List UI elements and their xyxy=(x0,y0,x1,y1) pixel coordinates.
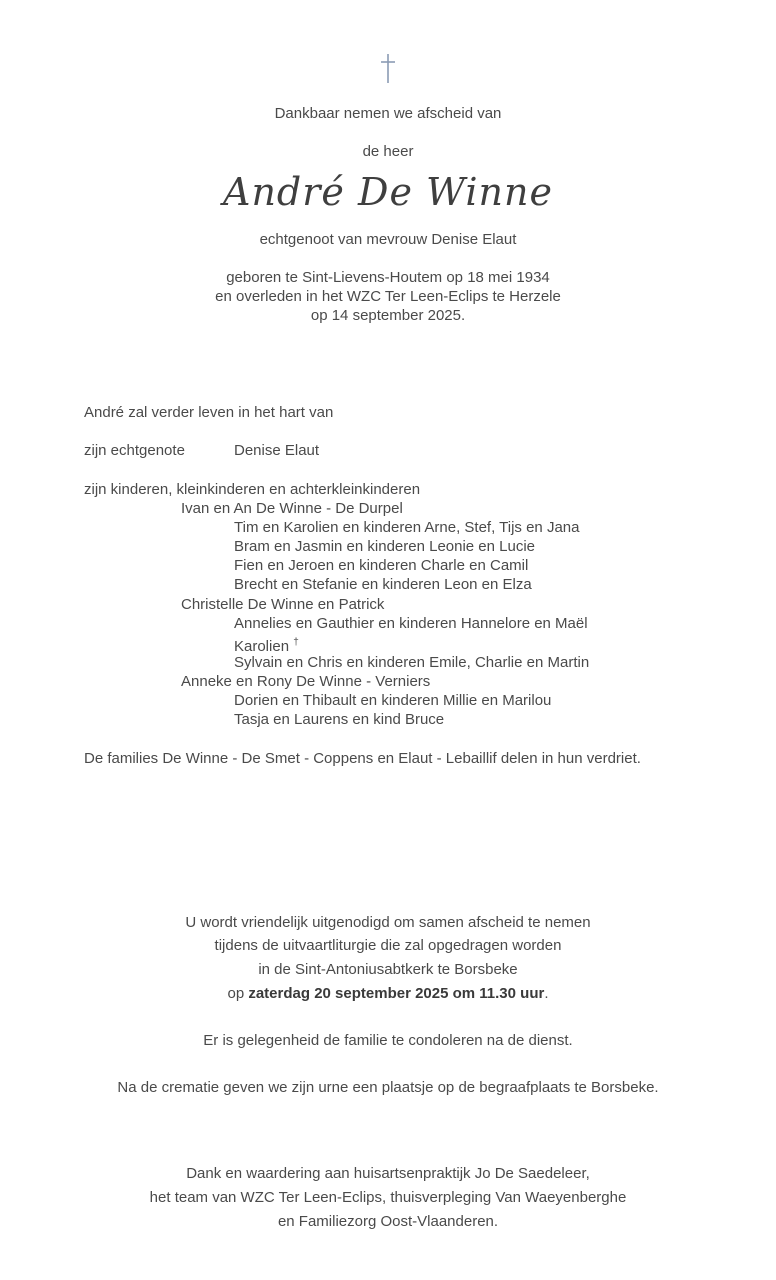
grandchild-name: Karolien xyxy=(234,638,290,655)
cross-icon xyxy=(0,52,776,84)
child-entry: Anneke en Rony De Winne - Verniers xyxy=(181,673,431,690)
thanks-line-1: Dank en waardering aan huisartsenpraktijk Jo De Saedeleer, xyxy=(186,1165,590,1182)
spouse-label: zijn echtgenote xyxy=(84,442,185,459)
child-entry: Ivan en An De Winne - De Durpel xyxy=(181,500,403,517)
family-intro: André zal verder leven in het hart van xyxy=(84,404,334,421)
grandchild-entry: Tim en Karolien en kinderen Arne, Stef, Tijs en Jana xyxy=(234,519,580,536)
deceased-name: André De Winne xyxy=(223,170,553,214)
grandchild-entry: Dorien en Thibault en kinderen Millie en Marilou xyxy=(234,692,552,709)
ceremony-line-2: tijdens de uitvaartliturgie die zal opgedragen worden xyxy=(214,937,562,954)
child-entry: Christelle De Winne en Patrick xyxy=(181,596,385,613)
children-label: zijn kinderen, kleinkinderen en achterkleinkinderen xyxy=(84,481,421,498)
thanks-line-2: het team van WZC Ter Leen-Eclips, thuisverpleging Van Waeyenberghe xyxy=(149,1189,627,1206)
death-date-line: op 14 september 2025. xyxy=(310,307,466,324)
ceremony-line-1: U wordt vriendelijk uitgenodigd om samen afscheid te nemen xyxy=(185,914,591,931)
death-line: en overleden in het WZC Ter Leen-Eclips te Herzele xyxy=(215,288,561,305)
birth-line: geboren te Sint-Lievens-Houtem op 18 mei 1934 xyxy=(226,269,550,286)
spouse-name: Denise Elaut xyxy=(234,442,320,459)
condolence-line: Er is gelegenheid de familie te condoleren na de dienst. xyxy=(203,1032,573,1049)
families-line: De families De Winne - De Smet - Coppens en Elaut - Lebaillif delen in hun verdriet. xyxy=(84,750,641,767)
grandchild-entry: Brecht en Stefanie en kinderen Leon en Elza xyxy=(234,576,532,593)
intro-text: Dankbaar nemen we afscheid van xyxy=(274,105,502,122)
grandchild-entry: Tasja en Laurens en kind Bruce xyxy=(234,711,445,728)
ceremony-datetime xyxy=(0,984,776,1003)
grandchild-entry: Annelies en Gauthier en kinderen Hannelore en Maël xyxy=(234,615,588,632)
title-prefix: de heer xyxy=(362,143,414,160)
urn-line: Na de crematie geven we zijn urne een plaatsje op de begraafplaats te Borsbeke. xyxy=(117,1079,659,1096)
ceremony-line-3: in de Sint-Antoniusabtkerk te Borsbeke xyxy=(258,961,518,978)
grandchild-entry: Bram en Jasmin en kinderen Leonie en Lucie xyxy=(234,538,536,555)
ceremony-suffix: . xyxy=(544,985,549,1002)
grandchild-entry: Sylvain en Chris en kinderen Emile, Charlie en Martin xyxy=(234,654,590,671)
ceremony-prefix: op xyxy=(227,985,245,1002)
ceremony-date-bold: zaterdag 20 september 2025 om 11.30 uur xyxy=(248,985,545,1002)
grandchild-entry: Fien en Jeroen en kinderen Charle en Camil xyxy=(234,557,529,574)
thanks-line-3: en Familiezorg Oost-Vlaanderen. xyxy=(277,1213,499,1230)
spouse-line: echtgenoot van mevrouw Denise Elaut xyxy=(259,231,517,248)
deceased-cross-mark: † xyxy=(293,637,299,648)
